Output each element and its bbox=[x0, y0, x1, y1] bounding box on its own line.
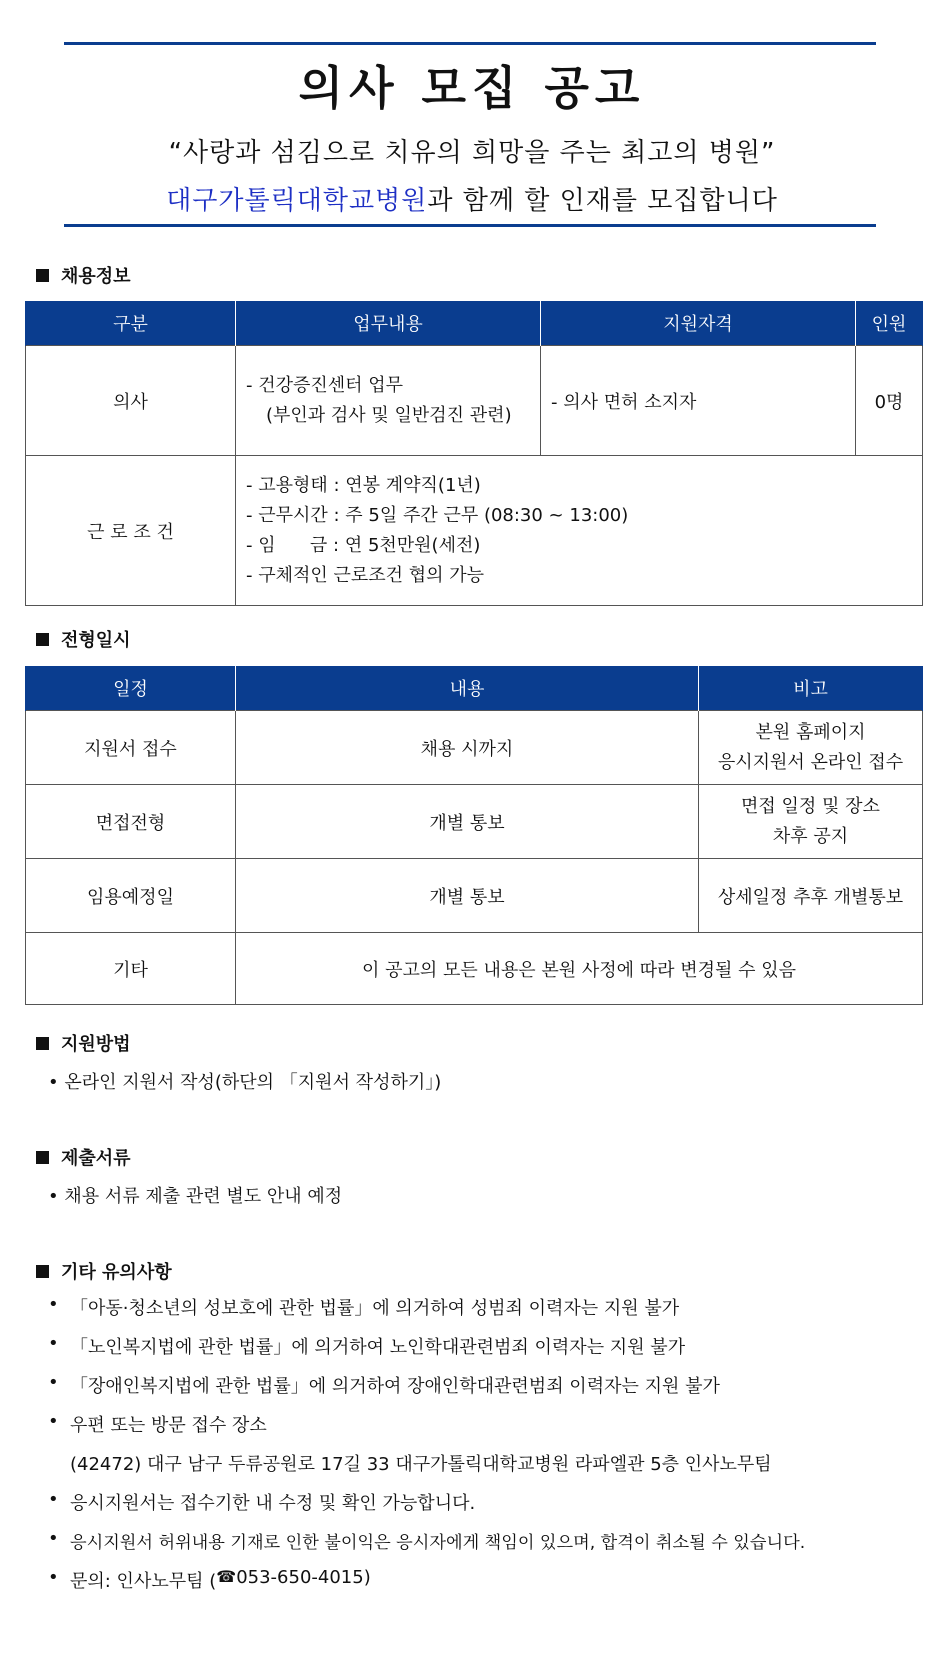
condition-line: - 근무시간 : 주 5일 주간 근무 (08:30 ~ 13:00) bbox=[246, 504, 629, 526]
content-cell: 이 공고의 모든 내용은 본원 사정에 따라 변경될 수 있음 bbox=[236, 933, 923, 1005]
table-row bbox=[26, 346, 923, 456]
section-title: 제출서류 bbox=[61, 1148, 131, 1169]
section-method bbox=[36, 1030, 131, 1056]
note-line: 본원 홈페이지 bbox=[755, 721, 866, 743]
note-text: 우편 또는 방문 접수 장소 bbox=[70, 1415, 267, 1436]
note-cell: 상세일정 추후 개별통보 bbox=[699, 859, 923, 933]
slogan: “사랑과 섬김으로 치유의 희망을 주는 최고의 병원” bbox=[168, 138, 776, 168]
section-notes bbox=[36, 1258, 172, 1284]
list-item bbox=[48, 1411, 267, 1437]
content-cell: 채용 시까지 bbox=[236, 711, 699, 785]
header-cell: 지원자격 bbox=[541, 301, 856, 346]
note-line: 응시지원서 온라인 접수 bbox=[717, 751, 904, 773]
phone-number: 053-650-4015) bbox=[236, 1567, 371, 1588]
header-cell: 일정 bbox=[26, 666, 236, 711]
list-item bbox=[48, 1567, 371, 1593]
square-bullet-icon bbox=[36, 633, 49, 646]
table-header-row bbox=[26, 301, 923, 346]
content-cell: 개별 통보 bbox=[236, 785, 699, 859]
bullet-dot: • bbox=[48, 1333, 59, 1354]
duty-line: - 건강증진센터 업무 bbox=[246, 374, 404, 396]
section-title: 전형일시 bbox=[61, 630, 131, 651]
stage-cell: 지원서 접수 bbox=[26, 711, 236, 785]
table-row bbox=[26, 785, 923, 859]
square-bullet-icon bbox=[36, 269, 49, 282]
note-line: 면접 일정 및 장소 bbox=[741, 795, 880, 817]
section-documents bbox=[36, 1144, 131, 1170]
section-title: 채용정보 bbox=[61, 266, 131, 287]
bottom-rule bbox=[64, 224, 876, 227]
square-bullet-icon bbox=[36, 1265, 49, 1278]
bullet-dot: • bbox=[48, 1528, 59, 1549]
duty-line: (부인과 검사 및 일반검진 관련) bbox=[266, 404, 512, 426]
stage-cell: 기타 bbox=[26, 933, 236, 1005]
bullet-dot: • bbox=[48, 1567, 59, 1588]
table-header-row bbox=[26, 666, 923, 711]
intro-suffix: 과 함께 할 인재를 모집합니다 bbox=[427, 186, 778, 216]
list-item bbox=[48, 1294, 679, 1320]
intro-line bbox=[0, 180, 944, 217]
section-title: 기타 유의사항 bbox=[61, 1262, 172, 1283]
top-rule bbox=[64, 42, 876, 45]
page-title: 의사 모집 공고 bbox=[298, 61, 646, 115]
duty-cell bbox=[236, 346, 541, 456]
condition-line: - 고용형태 : 연봉 계약직(1년) bbox=[246, 474, 481, 496]
method-text: • 온라인 지원서 작성(하단의 「지원서 작성하기」) bbox=[48, 1072, 442, 1093]
qualification-cell: - 의사 면허 소지자 bbox=[541, 346, 856, 456]
note-text: 응시지원서 허위내용 기재로 인한 불이익은 응시자에게 책임이 있으며, 합격이 취소될 수 있습니다. bbox=[70, 1533, 806, 1553]
category-cell: 근 로 조 건 bbox=[26, 456, 236, 606]
phone-icon: ☎ bbox=[216, 1567, 237, 1586]
bullet-dot: • bbox=[48, 1294, 59, 1315]
count-cell: 0명 bbox=[856, 346, 923, 456]
note-text: 응시지원서는 접수기한 내 수정 및 확인 가능합니다. bbox=[70, 1493, 476, 1514]
table-row bbox=[26, 711, 923, 785]
content-cell: 개별 통보 bbox=[236, 859, 699, 933]
table-row bbox=[26, 859, 923, 933]
list-item bbox=[48, 1489, 475, 1515]
schedule-table bbox=[25, 666, 923, 1005]
square-bullet-icon bbox=[36, 1151, 49, 1164]
address-line bbox=[70, 1450, 772, 1476]
stage-cell: 임용예정일 bbox=[26, 859, 236, 933]
section-schedule bbox=[36, 626, 131, 652]
bullet-dot: • bbox=[48, 1372, 59, 1393]
condition-line: - 구체적인 근로조건 협의 가능 bbox=[246, 564, 485, 586]
header-cell: 비고 bbox=[699, 666, 923, 711]
hospital-name: 대구가톨릭대학교병원 bbox=[166, 186, 428, 216]
header-cell: 내용 bbox=[236, 666, 699, 711]
recruit-table bbox=[25, 301, 923, 606]
square-bullet-icon bbox=[36, 1037, 49, 1050]
header-cell: 구분 bbox=[26, 301, 236, 346]
section-title: 지원방법 bbox=[61, 1034, 131, 1055]
table-row bbox=[26, 933, 923, 1005]
note-text: 「장애인복지법에 관한 법률」에 의거하여 장애인학대관련범죄 이력자는 지원 불가 bbox=[70, 1376, 720, 1397]
list-item bbox=[48, 1372, 720, 1398]
note-text: 문의: 인사노무팀 ( bbox=[70, 1571, 217, 1592]
conditions-cell bbox=[236, 456, 923, 606]
bullet-dot: • bbox=[48, 1489, 59, 1510]
bullet-dot: • bbox=[48, 1411, 59, 1432]
header-cell: 업무내용 bbox=[236, 301, 541, 346]
list-item bbox=[48, 1528, 805, 1553]
stage-cell: 면접전형 bbox=[26, 785, 236, 859]
note-cell bbox=[699, 785, 923, 859]
section-recruit bbox=[36, 262, 131, 288]
documents-text: • 채용 서류 제출 관련 별도 안내 예정 bbox=[48, 1186, 343, 1207]
note-text: 「아동·청소년의 성보호에 관한 법률」에 의거하여 성범죄 이력자는 지원 불가 bbox=[70, 1298, 680, 1319]
header-cell: 인원 bbox=[856, 301, 923, 346]
category-cell: 의사 bbox=[26, 346, 236, 456]
note-line: 차후 공지 bbox=[772, 825, 849, 847]
note-text: 「노인복지법에 관한 법률」에 의거하여 노인학대관련범죄 이력자는 지원 불가 bbox=[70, 1337, 686, 1358]
table-row bbox=[26, 456, 923, 606]
note-cell bbox=[699, 711, 923, 785]
list-item bbox=[48, 1333, 685, 1359]
condition-line: - 임 금 : 연 5천만원(세전) bbox=[246, 534, 481, 556]
address-text: (42472) 대구 남구 두류공원로 17길 33 대구가톨릭대학교병원 라파엘관 5층 인사노무팀 bbox=[70, 1454, 772, 1475]
